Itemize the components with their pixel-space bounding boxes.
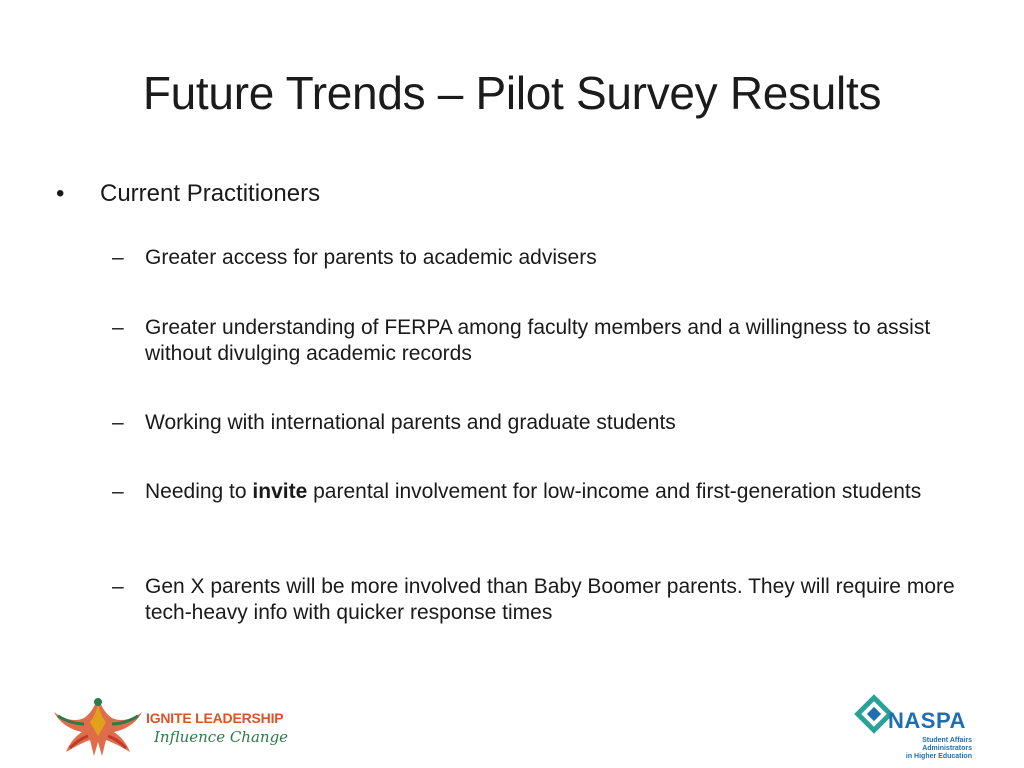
sub-item-marker: – bbox=[112, 246, 124, 269]
sub-item-marker: – bbox=[112, 575, 124, 598]
naspa-logo bbox=[850, 688, 980, 760]
sub-item-text-suffix: parental involvement for low-income and first-generation students bbox=[307, 480, 922, 503]
naspa-logo-name: NASPA bbox=[888, 708, 966, 733]
sub-item-text bbox=[145, 479, 955, 505]
sub-item-marker: – bbox=[112, 411, 124, 434]
bullet-marker: • bbox=[56, 180, 65, 207]
sub-item-text: Greater understanding of FERPA among faculty members and a willingness to assist without divulging academic records bbox=[145, 316, 931, 365]
sub-item-text: Working with international parents and graduate students bbox=[145, 411, 676, 434]
sub-item-text-prefix: Needing to bbox=[145, 480, 253, 503]
phoenix-icon bbox=[50, 690, 150, 760]
bullet-text: Current Practitioners bbox=[100, 180, 321, 207]
sub-item-emphasis: invite bbox=[252, 480, 308, 503]
sub-item-text: Gen X parents will be more involved than Baby Boomer parents. They will require more tech-heavy info with quicker response times bbox=[145, 575, 955, 624]
sub-item-text: Greater access for parents to academic advisers bbox=[145, 246, 597, 269]
ignite-leadership-logo bbox=[50, 690, 290, 760]
sub-item-marker: – bbox=[112, 316, 124, 339]
slide-title: Future Trends – Pilot Survey Results bbox=[142, 67, 882, 119]
naspa-logo-subtitle bbox=[872, 737, 972, 761]
ignite-logo-title: IGNITE LEADERSHIP bbox=[146, 710, 284, 726]
naspa-subtitle-line2: in Higher Education bbox=[905, 753, 972, 760]
ignite-logo-tagline: Influence Change bbox=[154, 728, 289, 746]
sub-item-marker: – bbox=[112, 480, 124, 503]
naspa-subtitle-line1: Student Affairs Administrators bbox=[922, 737, 972, 752]
